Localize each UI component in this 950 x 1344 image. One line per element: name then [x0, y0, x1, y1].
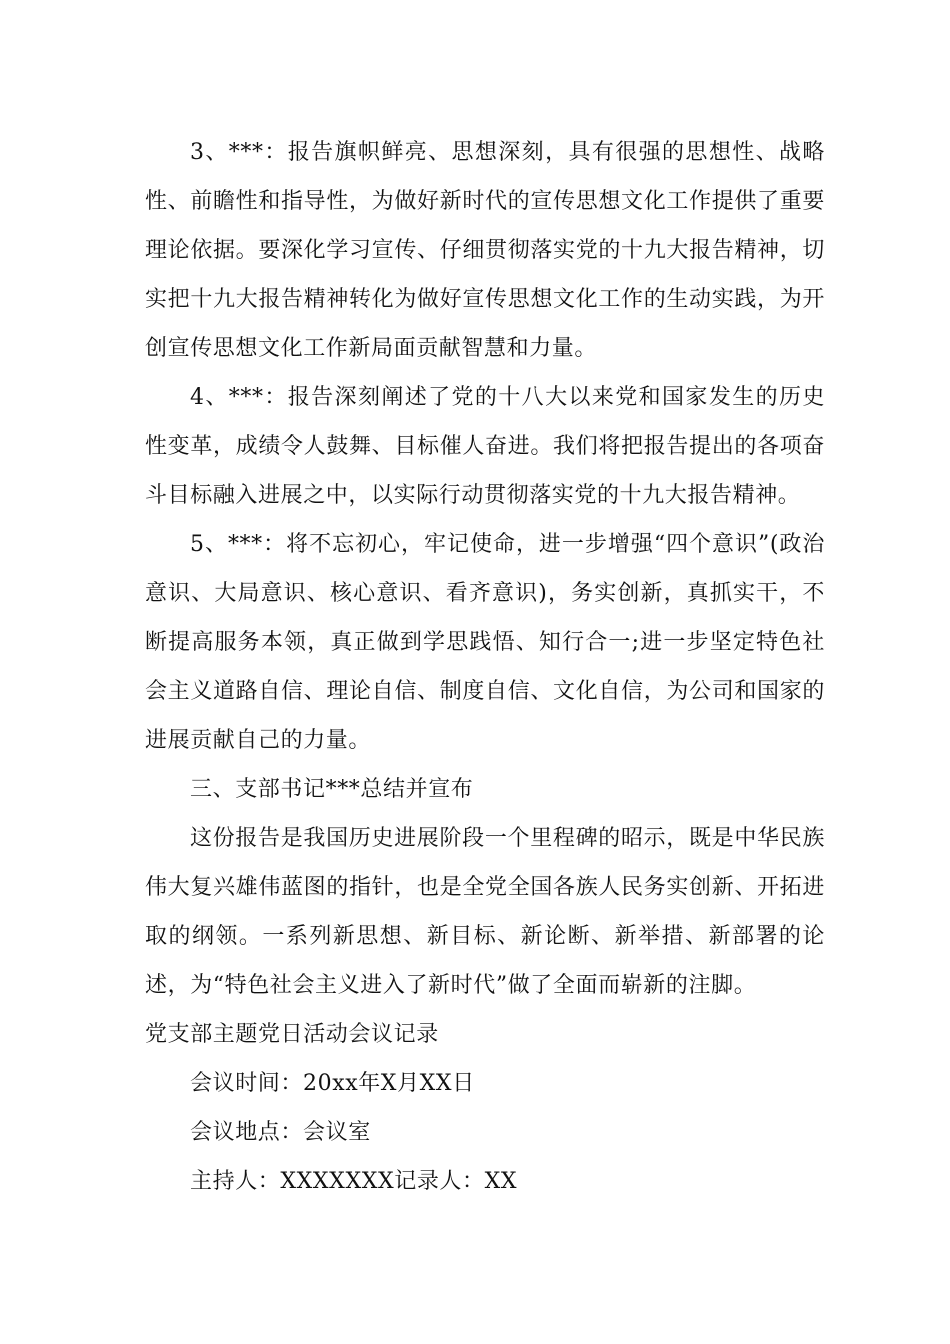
paragraph-summary: 这份报告是我国历史进展阶段一个里程碑的昭示，既是中华民族伟大复兴雄伟蓝图的指针，也是全党全国各族人民务实创新、开拓进取的纲领。一系列新思想、新目标、新论断、新举措、新部署的论述，为“特色社会主义进入了新时代”做了全面而崭新的注脚。 [145, 826, 825, 998]
section-heading-summary: 三、支部书记***总结并宣布 [190, 777, 474, 802]
paragraph-speaker-3: 3、***：报告旗帜鲜亮、思想深刻，具有很强的思想性、战略性、前瞻性和指导性，为做好新时代的宣传思想文化工作提供了重要理论依据。要深化学习宣传、仔细贯彻落实党的十九大报告精神，切实把十九大报告精神转化为做好宣传思想文化工作的生动实践，为开创宣传思想文化工作新局面贡献智慧和力量。 [145, 140, 825, 361]
meeting-place: 会议地点：会议室 [190, 1120, 371, 1145]
paragraph-speaker-4: 4、***：报告深刻阐述了党的十八大以来党和国家发生的历史性变革，成绩令人鼓舞、目标催人奋进。我们将把报告提出的各项奋斗目标融入进展之中，以实际行动贯彻落实党的十九大报告精神。 [145, 385, 825, 508]
meeting-host-recorder: 主持人：XXXXXXX记录人：XX [190, 1169, 518, 1194]
document-body [145, 128, 825, 1206]
next-document-title: 党支部主题党日活动会议记录 [145, 1022, 439, 1047]
meeting-time: 会议时间：20xx年X月XX日 [190, 1071, 475, 1096]
paragraph-speaker-5: 5、***：将不忘初心，牢记使命，进一步增强“四个意识”(政治意识、大局意识、核心意识、看齐意识)，务实创新，真抓实干，不断提高服务本领，真正做到学思践悟、知行合一;进一步坚定特色社会主义道路自信、理论自信、制度自信、文化自信，为公司和国家的进展贡献自己的力量。 [145, 532, 825, 753]
